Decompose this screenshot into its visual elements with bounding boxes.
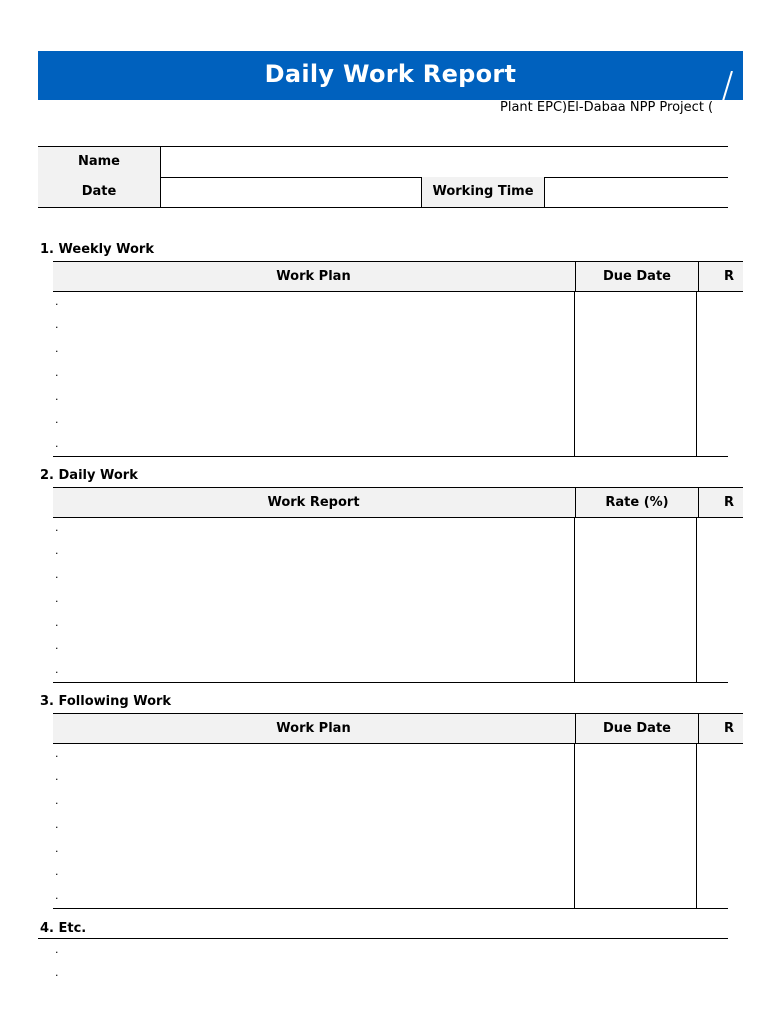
etc-divider xyxy=(38,938,728,939)
bullet-item: . xyxy=(55,865,59,878)
column-divider xyxy=(696,744,697,908)
name-label: Name xyxy=(38,147,161,177)
info-row-name xyxy=(38,146,728,178)
bullet-item[interactable]: . xyxy=(55,966,59,979)
project-subtitle xyxy=(440,100,728,118)
title-banner xyxy=(38,51,743,100)
bullet-item: . xyxy=(55,639,59,652)
section-title-etc: 4. Etc. xyxy=(40,921,87,936)
column-header-rate: Rate (%) xyxy=(575,488,699,517)
working-time-label: Working Time xyxy=(421,177,545,207)
bullet-item: . xyxy=(55,747,59,760)
working-time-field[interactable] xyxy=(545,177,728,207)
column-divider xyxy=(574,292,575,456)
table-header xyxy=(53,713,743,744)
table-header xyxy=(53,487,743,518)
bullet-item: . xyxy=(55,318,59,331)
bullet-item: . xyxy=(55,295,59,308)
following-work-table xyxy=(53,713,743,909)
daily-work-table xyxy=(53,487,743,683)
bullet-item: . xyxy=(55,794,59,807)
bullet-item: . xyxy=(55,544,59,557)
bullet-item: . xyxy=(55,842,59,855)
bullet-item: . xyxy=(55,390,59,403)
page-title: Daily Work Report xyxy=(264,60,517,88)
section-title-weekly-work: 1. Weekly Work xyxy=(40,242,154,257)
bullet-item: . xyxy=(55,616,59,629)
column-header-truncated: R xyxy=(724,269,735,284)
table-header xyxy=(53,261,743,292)
table-body[interactable] xyxy=(53,292,728,457)
column-header-truncated: R xyxy=(724,721,735,736)
bullet-item: . xyxy=(55,592,59,605)
column-header-due-date: Due Date xyxy=(575,714,699,743)
info-row-date xyxy=(38,177,728,208)
table-body[interactable] xyxy=(53,518,728,683)
column-header-work-plan: Work Plan xyxy=(276,721,351,736)
column-header-work-report: Work Report xyxy=(267,495,360,510)
bullet-item: . xyxy=(55,437,59,450)
column-divider xyxy=(574,744,575,908)
bullet-item: . xyxy=(55,663,59,676)
section-title-following-work: 3. Following Work xyxy=(40,694,172,709)
section-title-daily-work: 2. Daily Work xyxy=(40,468,138,483)
column-divider xyxy=(696,518,697,682)
column-header-due-date: Due Date xyxy=(575,262,699,291)
bullet-item: . xyxy=(55,521,59,534)
bullet-item[interactable]: . xyxy=(55,943,59,956)
column-header-truncated: R xyxy=(724,495,735,510)
date-label: Date xyxy=(38,177,161,207)
bullet-item: . xyxy=(55,413,59,426)
date-field[interactable] xyxy=(161,177,420,207)
bullet-item: . xyxy=(55,366,59,379)
column-divider xyxy=(696,292,697,456)
column-header-work-plan: Work Plan xyxy=(276,269,351,284)
project-subtitle-text: Plant EPC)El-Dabaa NPP Project ( xyxy=(500,100,714,115)
bullet-item: . xyxy=(55,770,59,783)
banner-slash-mark xyxy=(721,71,733,100)
bullet-item: . xyxy=(55,889,59,902)
table-body[interactable] xyxy=(53,744,728,909)
bullet-item: . xyxy=(55,818,59,831)
column-divider xyxy=(574,518,575,682)
bullet-item: . xyxy=(55,568,59,581)
name-field[interactable] xyxy=(161,147,728,177)
bullet-item: . xyxy=(55,342,59,355)
weekly-work-table xyxy=(53,261,743,457)
